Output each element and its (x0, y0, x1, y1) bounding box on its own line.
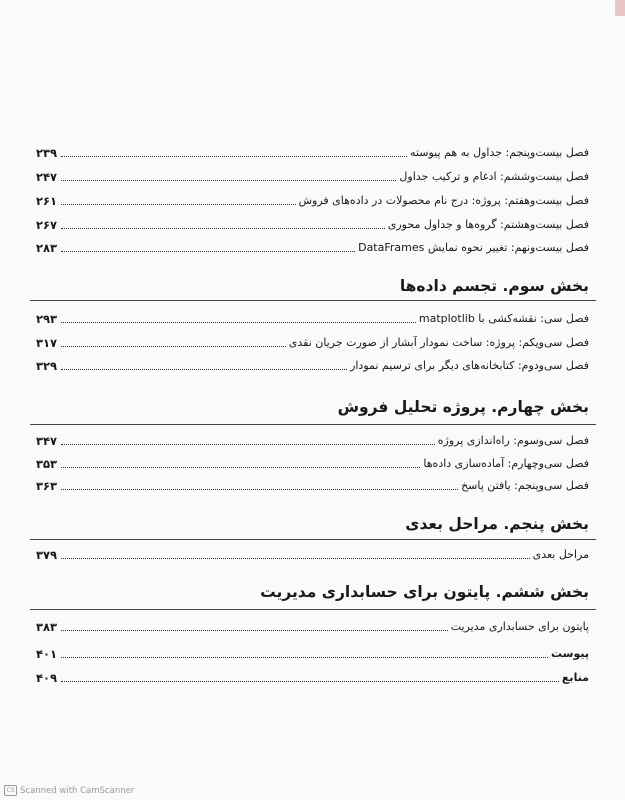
leader-dots (61, 155, 407, 157)
chapter-title: پایتون برای حسابداری مدیریت (450, 620, 589, 633)
page-number: ۳۱۷ (36, 336, 58, 350)
leader-dots (61, 466, 420, 468)
watermark-text: Scanned with CamScanner (20, 785, 135, 796)
section-title: بخش ششم. پایتون برای حسابداری مدیریت (260, 583, 589, 601)
divider (30, 609, 596, 610)
page-number: ۲۹۳ (36, 312, 58, 326)
leader-dots (61, 227, 385, 229)
chapter-title: فصل سی‌وچهارم: آماده‌سازی داده‌ها (423, 457, 589, 470)
page-number: ۳۴۷ (36, 434, 58, 448)
toc-entry[interactable] (36, 190, 589, 208)
toc-entry[interactable] (36, 332, 589, 350)
chapter-title: فصل سی‌وسوم: راه‌اندازی پروژه (437, 434, 589, 447)
page-number: ۴۰۱ (36, 647, 58, 661)
leader-dots (61, 345, 286, 347)
page-number: ۴۰۹ (36, 671, 58, 685)
leader-dots (61, 250, 355, 252)
leader-dots (61, 488, 458, 490)
chapter-title: فصل سی‌ودوم: کتابخانه‌های دیگر برای ترسیم نمودار (350, 359, 589, 372)
section-title: بخش پنجم. مراحل بعدی (405, 515, 589, 533)
leader-dots (61, 203, 296, 205)
toc-entry[interactable] (36, 308, 589, 326)
toc-entry[interactable] (36, 142, 589, 160)
chapter-title: فصل سی‌ویکم: پروژه: ساخت نمودار آبشار از صورت جریان نقدی (288, 336, 589, 349)
toc-entry[interactable] (36, 453, 589, 471)
page-number: ۳۷۹ (36, 548, 58, 562)
divider (30, 300, 596, 301)
section-title: بخش چهارم. پروژه تحلیل فروش (337, 398, 589, 416)
chapter-title: فصل بیست‌وهفتم: پروژه: درج نام محصولات در داده‌های فروش (298, 194, 589, 207)
leader-dots (61, 629, 448, 631)
divider (30, 539, 596, 540)
chapter-title: مراحل بعدی (532, 548, 589, 561)
page-number: ۳۵۳ (36, 457, 58, 471)
page-number: ۲۳۹ (36, 146, 58, 160)
camscanner-logo-icon: CS (4, 785, 17, 796)
toc-entry-appendix[interactable] (36, 643, 589, 661)
page-number: ۲۸۳ (36, 241, 58, 255)
chapter-title: فصل بیست‌ونهم: تغییر نحوه نمایش DataFrames (358, 241, 589, 254)
toc-entry-references[interactable] (36, 667, 589, 685)
section-title: بخش سوم. تجسم داده‌ها (399, 277, 589, 295)
page-number: ۲۴۷ (36, 170, 58, 184)
scanner-watermark (4, 785, 134, 796)
leader-dots (61, 443, 435, 445)
toc-entry[interactable] (36, 237, 589, 255)
page-number: ۲۶۱ (36, 194, 58, 208)
page-number: ۲۶۷ (36, 218, 58, 232)
toc-entry[interactable] (36, 355, 589, 373)
chapter-title: فصل بیست‌وپنجم: جداول به هم پیوسته (410, 146, 589, 159)
leader-dots (61, 557, 530, 559)
toc-entry[interactable] (36, 475, 589, 493)
chapter-title: فصل بیست‌وششم: ادغام و ترکیب جداول (399, 170, 589, 183)
leader-dots (61, 680, 559, 682)
divider (30, 424, 596, 425)
chapter-title: فصل سی: نقشه‌کشی با matplotlib (418, 312, 589, 325)
chapter-title: فصل سی‌وپنجم: یافتن پاسخ (461, 479, 589, 492)
chapter-title: فصل بیست‌وهشتم: گروه‌ها و جداول محوری (387, 218, 589, 231)
toc-entry[interactable] (36, 544, 589, 562)
page-number: ۳۲۹ (36, 359, 58, 373)
leader-dots (61, 656, 548, 658)
leader-dots (61, 368, 347, 370)
page-corner-mark (615, 0, 625, 16)
toc-entry[interactable] (36, 214, 589, 232)
leader-dots (61, 179, 396, 181)
toc-entry[interactable] (36, 616, 589, 634)
leader-dots (61, 321, 416, 323)
toc-entry[interactable] (36, 430, 589, 448)
page-number: ۳۸۳ (36, 620, 58, 634)
page-number: ۳۶۳ (36, 479, 58, 493)
appendix-title: پیوست (551, 647, 589, 660)
toc-entry[interactable] (36, 166, 589, 184)
references-title: منابع (561, 671, 589, 684)
